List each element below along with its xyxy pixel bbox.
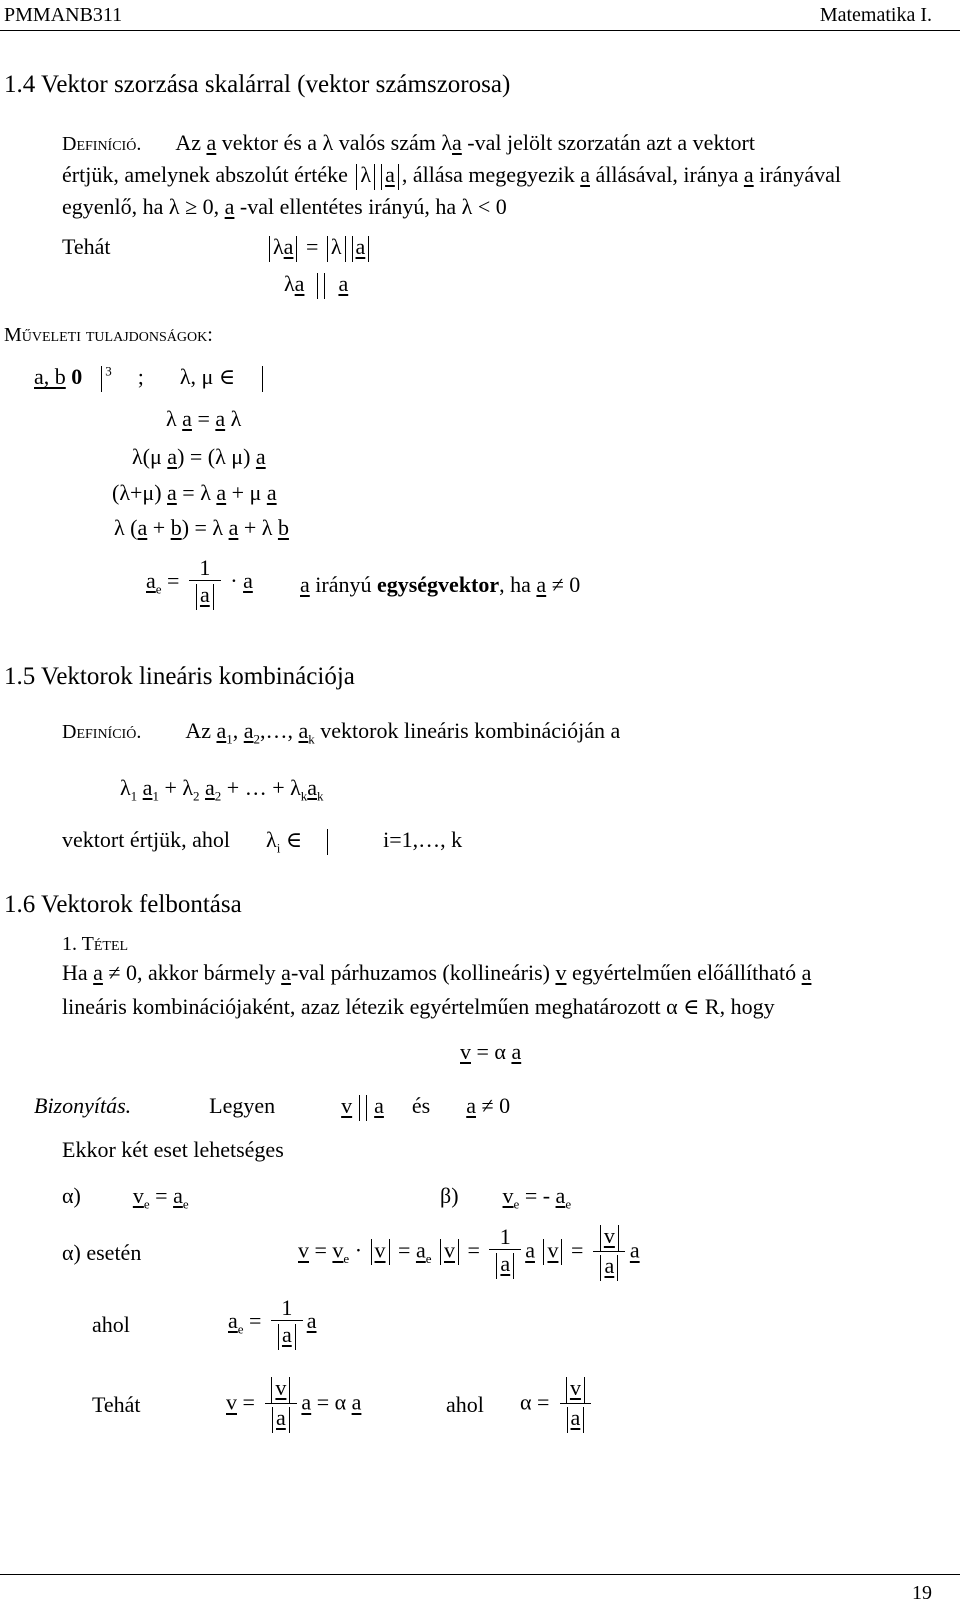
theorem-label: 1. Tétel <box>62 933 129 955</box>
section-1-6-title: 1.6 Vektorok felbontása <box>4 891 242 918</box>
subject-title: Matematika I. <box>819 4 932 26</box>
fraction: $\frac{v}{a}$ <box>559 1376 592 1433</box>
proof-line: Bizonyítás. Legyen v a és a ≠ 0 <box>34 1093 510 1121</box>
fraction: $\frac{1}{a}$ <box>271 1296 303 1350</box>
fraction: $\frac{v}{a}$ <box>264 1376 297 1433</box>
cases-intro: Ekkor két eset lehetséges <box>62 1137 284 1162</box>
final-ahol-label: ahol <box>446 1392 484 1417</box>
lc-conditions: vektort értjük, ahol $\lambda_i$ ∈ i=1,…, k <box>62 827 463 856</box>
properties-label: Műveleti tulajdonságok: <box>4 324 213 346</box>
definition-label: Definíció. <box>62 133 142 155</box>
course-code: PMMANB311 <box>4 4 123 26</box>
fraction: $\frac{v}{a}$ <box>593 1224 626 1281</box>
fraction: $\frac{1}{a}$ <box>489 1225 521 1279</box>
tehat-final-label: Tehát <box>92 1392 141 1417</box>
page-number: 19 <box>912 1582 932 1604</box>
unit-vector-formula: $a_e$ = $\frac{1}{a}$ · a <box>146 556 253 610</box>
rule-associative: λ(μ a) = (λ μ) a <box>132 444 266 469</box>
section-1-4-title: 1.4 Vektor szorzása skalárral (vektor számszorosa) <box>4 71 511 98</box>
definition-1-4-line3: egyenlő, ha λ ≥ 0, a -val ellentétes irányú, ha λ < 0 <box>62 194 507 219</box>
rule-commutative: λ a = a λ <box>166 406 242 431</box>
definition-1-4-line2: értjük, amelynek abszolút értéke λ a , állása megegyezik a állásával, iránya a irányával <box>62 162 841 190</box>
case-alpha-label: α) esetén <box>62 1240 142 1265</box>
definition-1-5: Definíció. Az $a_1$, $a_2,\dots$, $a_k$ vektorok lineáris kombinációján a <box>62 718 621 747</box>
rule-distributive-vector: λ (a + b) = λ a + λ b <box>114 515 289 540</box>
tehat-label: Tehát <box>62 234 111 259</box>
parallel-relation: λa a <box>284 271 348 299</box>
theorem-equation: v = α a <box>460 1039 522 1064</box>
case-alpha-derivation: $v = v_e \cdot v = a_e$ v = $\frac{1}{a}$ a v = $\frac{v}{a}$ a <box>298 1224 640 1281</box>
abs-equation: λa = λ a <box>266 234 372 262</box>
rule-distributive-scalar: (λ+μ) a = λ a + μ a <box>112 480 277 505</box>
definition-1-4-line1: Definíció. Az a vektor és a λ valós szám λa -val jelölt szorzatán azt a vektort <box>62 130 755 155</box>
linear-combination: $\lambda_1$ $a_1 + \lambda_2$ $a_2$ + … + $\lambda_ka_k$ <box>120 775 324 804</box>
final-equation: v = $\frac{v}{a}$ a = α a <box>226 1376 361 1433</box>
theorem-line2: lineáris kombinációjaként, azaz létezik egyértelműen meghatározott α ∈ R, hogy <box>62 994 775 1019</box>
properties-domain: a, b 0 $^3$ ; λ, μ ∈ <box>34 364 266 392</box>
ahol-label: ahol <box>92 1312 130 1337</box>
theorem-line1: Ha a ≠ 0, akkor bármely a-val párhuzamos (kollineáris) v egyértelműen előállítható a <box>62 960 812 985</box>
alpha-definition: α = $\frac{v}{a}$ <box>520 1376 596 1433</box>
footer-rule <box>0 1574 960 1575</box>
fraction: $\frac{1}{a}$ <box>189 556 221 610</box>
header-rule <box>0 30 960 31</box>
case-alpha: α) $v_e = a_e$ <box>62 1183 189 1212</box>
case-beta: β) $v_e$ = - $a_e$ <box>440 1183 572 1212</box>
unit-vector-definition: $a_e$ = $\frac{1}{a}$ a <box>228 1296 317 1350</box>
unit-vector-description: a irányú egységvektor, ha a ≠ 0 <box>300 572 581 597</box>
section-1-5-title: 1.5 Vektorok lineáris kombinációja <box>4 663 355 690</box>
